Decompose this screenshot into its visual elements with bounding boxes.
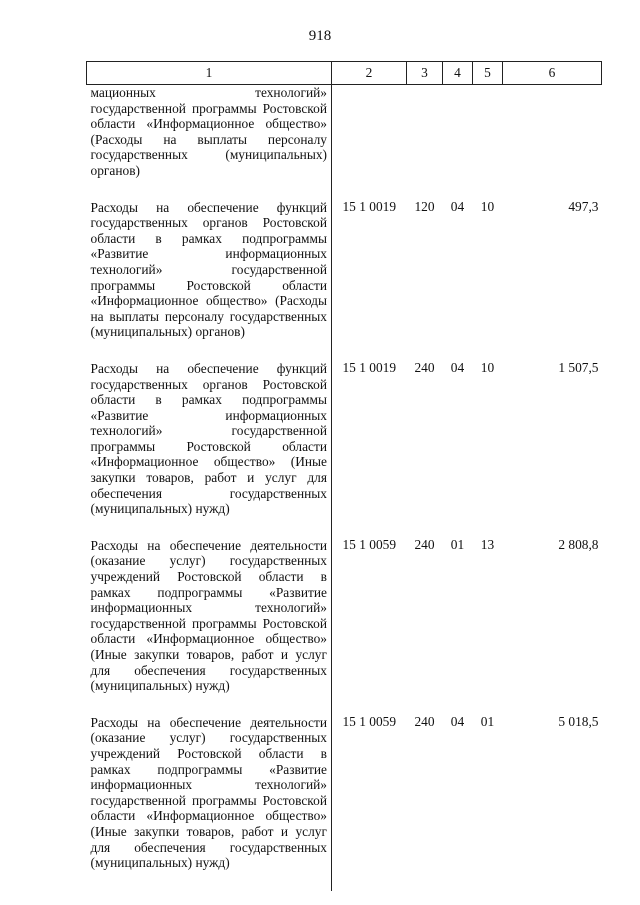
table-row bbox=[87, 199, 602, 360]
row-amount: 5 018,5 bbox=[558, 713, 599, 729]
header-col-4: 4 bbox=[443, 62, 473, 85]
row-expense-type: 120 bbox=[414, 198, 435, 214]
header-col-2: 2 bbox=[332, 62, 407, 85]
row-target-code: 15 1 0019 bbox=[342, 359, 397, 375]
header-col-6: 6 bbox=[503, 62, 602, 85]
row-expense-type bbox=[407, 85, 443, 199]
row-description: Расходы на обеспечение деятельности (оказание услуг) государственных учреждений Ростовской области в рамках подпрограммы «Развитие информационных технологий» государственной программы Ростовской области «Информационное общество» (Иные закупки товаров, работ и услуг для обеспечения государственных (муниципальных) нужд) bbox=[87, 714, 332, 891]
row-target-code bbox=[332, 85, 407, 199]
header-col-3: 3 bbox=[407, 62, 443, 85]
row-amount bbox=[503, 85, 602, 199]
row-target-code: 15 1 0019 bbox=[342, 198, 397, 214]
header-col-5: 5 bbox=[473, 62, 503, 85]
row-subsection: 01 bbox=[480, 713, 495, 729]
table-header-row bbox=[87, 62, 602, 85]
row-amount: 2 808,8 bbox=[558, 536, 599, 552]
row-expense-type: 240 bbox=[414, 359, 435, 375]
table-row bbox=[87, 360, 602, 537]
row-expense-type: 240 bbox=[414, 536, 435, 552]
row-description: Расходы на обеспечение деятельности (оказание услуг) государственных учреждений Ростовской области в рамках подпрограммы «Развитие информационных технологий» государственной программы Ростовской области «Информационное общество» (Иные закупки товаров, работ и услуг для обеспечения государственных (муниципальных) нужд) bbox=[87, 537, 332, 714]
row-description: Расходы на обеспечение функций государственных органов Ростовской области в рамках подпрограммы «Развитие информационных технологий» государственной программы Ростовской области «Информационное общество» (Иные закупки товаров, работ и услуг для обеспечения государственных (муниципальных) нужд) bbox=[87, 360, 332, 537]
page-number: 918 bbox=[308, 28, 332, 44]
row-subsection bbox=[473, 85, 503, 199]
row-section: 04 bbox=[450, 359, 465, 375]
row-description: Расходы на обеспечение функций государственных органов Ростовской области в рамках подпрограммы «Развитие информационных технологий» государственной программы Ростовской области «Информационное общество» (Расходы на выплаты персоналу государственных (муниципальных) органов) bbox=[87, 199, 332, 360]
table-row bbox=[87, 85, 602, 199]
row-subsection: 10 bbox=[480, 359, 495, 375]
row-section bbox=[443, 85, 473, 199]
row-subsection: 10 bbox=[480, 198, 495, 214]
table-row bbox=[87, 537, 602, 714]
table-row bbox=[87, 714, 602, 891]
row-target-code: 15 1 0059 bbox=[342, 536, 397, 552]
budget-table bbox=[86, 61, 602, 891]
row-subsection: 13 bbox=[480, 536, 495, 552]
row-section: 01 bbox=[450, 536, 465, 552]
header-col-1: 1 bbox=[87, 62, 332, 85]
row-section: 04 bbox=[450, 713, 465, 729]
row-target-code: 15 1 0059 bbox=[342, 713, 397, 729]
row-amount: 497,3 bbox=[568, 198, 599, 214]
row-description: мационных технологий» государственной программы Ростовской области «Информационное общество» (Расходы на выплаты персоналу государственных (муниципальных) органов) bbox=[87, 85, 332, 199]
row-expense-type: 240 bbox=[414, 713, 435, 729]
row-amount: 1 507,5 bbox=[558, 359, 599, 375]
row-section: 04 bbox=[450, 198, 465, 214]
